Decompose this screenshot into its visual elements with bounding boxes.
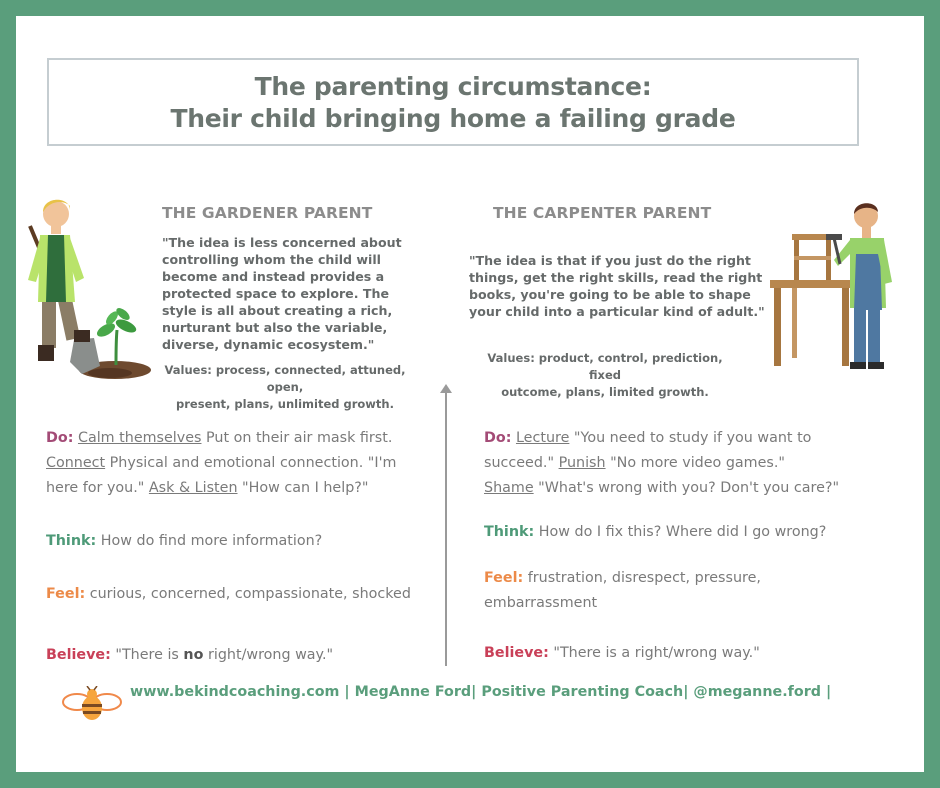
title-line-1: The parenting circumstance: (254, 72, 652, 101)
do-text: Physical and emotional connection. "I'm (105, 455, 397, 471)
gardener-quote-line: protected space to explore. The (162, 286, 389, 301)
gardener-values-line: present, plans, unlimited growth. (176, 397, 394, 411)
carpenter-do-line-1 (484, 426, 904, 451)
think-text: How do I fix this? Where did I go wrong? (534, 524, 827, 540)
gardener-do (46, 426, 441, 501)
feel-text: embarrassment (484, 595, 598, 611)
carpenter-do-line-3 (484, 476, 904, 501)
believe-label: Believe: (484, 645, 549, 661)
do-label: Do: (46, 430, 74, 446)
think-label: Think: (46, 533, 97, 549)
carpenter-quote (469, 252, 765, 320)
gardener-do-line-2 (46, 451, 441, 476)
gardener-quote-line: become and instead provides a (162, 269, 385, 284)
believe-text: "There is a right/wrong way." (548, 645, 760, 661)
feel-label: Feel: (46, 586, 86, 602)
footer-text: www.bekindcoaching.com | MegAnne Ford| Positive Parenting Coach| @meganne.ford | (130, 684, 832, 700)
divider-line (445, 390, 447, 666)
carpenter-heading: THE CARPENTER PARENT (493, 204, 712, 222)
gardener-think (46, 529, 322, 554)
do-label: Do: (484, 430, 512, 446)
believe-strong: no (183, 647, 204, 663)
bee-logo-icon (60, 686, 124, 724)
gardener-quote-line: controlling whom the child will (162, 252, 382, 267)
gardener-quote (162, 234, 402, 353)
do-item: Calm themselves (77, 430, 202, 446)
gardener-values-line: Values: process, connected, attuned, open, (164, 363, 406, 394)
do-item: Connect (46, 455, 106, 471)
carpenter-illustration (764, 198, 899, 378)
carpenter-think (484, 520, 826, 545)
do-item: Lecture (515, 430, 570, 446)
divider-arrow-icon (440, 384, 452, 393)
gardener-do-line-3 (46, 476, 441, 501)
carpenter-do (484, 426, 904, 501)
carpenter-quote-line: your child into a particular kind of adult." (469, 304, 765, 319)
carpenter-feel-line-1 (484, 566, 761, 591)
gardener-quote-line: style is all about creating a rich, (162, 303, 393, 318)
do-item: Shame (484, 480, 534, 496)
carpenter-do-line-2 (484, 451, 904, 476)
feel-label: Feel: (484, 570, 524, 586)
carpenter-values-line: outcome, plans, limited growth. (501, 385, 709, 399)
do-text: succeed." (484, 455, 559, 471)
do-item: Punish (558, 455, 606, 471)
gardener-do-line-1 (46, 426, 441, 451)
believe-text: "There is (110, 647, 184, 663)
carpenter-believe (484, 641, 760, 666)
carpenter-quote-line: things, get the right skills, read the right (469, 270, 763, 285)
gardener-believe (46, 643, 333, 668)
think-text: How do find more information? (96, 533, 323, 549)
believe-label: Believe: (46, 647, 111, 663)
gardener-quote-line: "The idea is less concerned about (162, 235, 402, 250)
feel-text: frustration, disrespect, pressure, (523, 570, 761, 586)
think-label: Think: (484, 524, 535, 540)
feel-text: curious, concerned, compassionate, shocked (85, 586, 411, 602)
gardener-heading: THE GARDENER PARENT (162, 204, 373, 222)
gardener-feel (46, 582, 411, 607)
carpenter-feel (484, 566, 761, 616)
carpenter-quote-line: books, you're going to be able to shape (469, 287, 751, 302)
title-line-2: Their child bringing home a failing grade (170, 104, 736, 133)
do-text: "What's wrong with you? Don't you care?" (533, 480, 840, 496)
do-text: "How can I help?" (237, 480, 369, 496)
do-text: "No more video games." (605, 455, 785, 471)
gardener-quote-line: nurturant but also the variable, (162, 320, 388, 335)
carpenter-quote-line: "The idea is that if you just do the right (469, 253, 751, 268)
do-text: Put on their air mask first. (201, 430, 393, 446)
carpenter-values-line: Values: product, control, prediction, fixed (487, 351, 723, 382)
gardener-values (150, 362, 420, 413)
gardener-quote-line: diverse, dynamic ecosystem." (162, 337, 375, 352)
gardener-illustration (20, 190, 155, 385)
believe-text: right/wrong way." (203, 647, 334, 663)
title-box (47, 58, 859, 146)
do-text: "You need to study if you want to (569, 430, 812, 446)
do-text: here for you." (46, 480, 149, 496)
carpenter-values (470, 350, 740, 401)
do-item: Ask & Listen (148, 480, 238, 496)
